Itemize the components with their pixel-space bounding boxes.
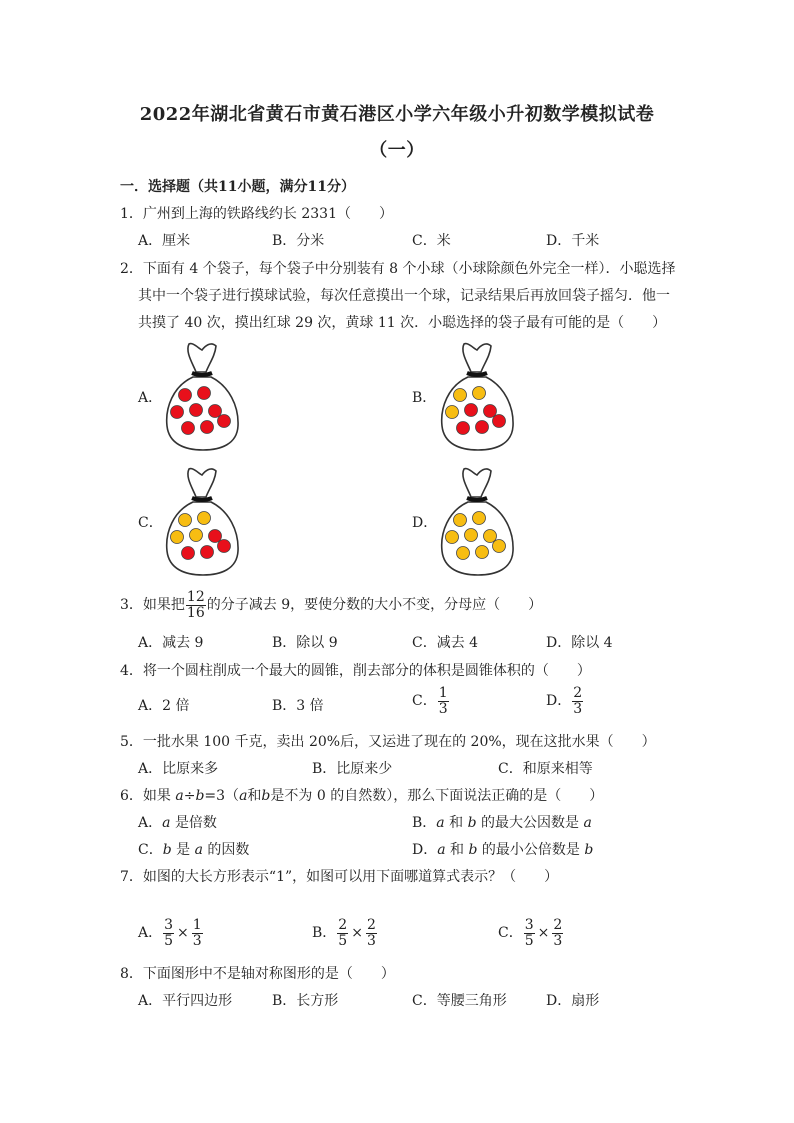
yellow-ball [190, 529, 203, 542]
q1-option-a[interactable]: A．厘米 [138, 233, 191, 249]
red-ball [457, 422, 470, 435]
q7-option-c[interactable]: C． $\frac{3}{5}$ × $\frac{2}{3}$ [498, 917, 563, 949]
q3-option-d[interactable]: D．除以 4 [546, 635, 613, 651]
question-2-line2: 其中一个袋子进行摸球试验，每次任意摸出一个球，记录结果后再放回袋子摇匀．他一 [138, 288, 670, 304]
red-ball [209, 530, 222, 543]
question-5: 5．一批水果 100 千克，卖出 20%后，又运进了现在的 20%，现在这批水果（ ） [120, 734, 656, 750]
q8-option-a[interactable]: A．平行四边形 [138, 993, 233, 1009]
q5-option-c[interactable]: C．和原来相等 [498, 761, 593, 777]
q1-option-b[interactable]: B．分米 [272, 233, 325, 249]
bag-c [163, 465, 241, 577]
question-2-line1: 2．下面有 4 个袋子，每个袋子中分别装有 8 个小球（小球除颜色外完全一样）．小聪选择 [120, 261, 676, 277]
bag-band [192, 373, 212, 375]
q3-fraction: $\frac{12}{16}$ [186, 589, 205, 621]
bag-tie [463, 344, 491, 372]
red-ball [198, 387, 211, 400]
bag-b [438, 340, 516, 452]
section-heading: 一．选择题（共11小题，满分11分） [120, 179, 355, 195]
q6-option-c[interactable]: C．b 是 a 的因数 [138, 842, 250, 858]
yellow-ball [446, 406, 459, 419]
bag-band [467, 498, 487, 500]
red-ball [201, 421, 214, 434]
yellow-ball [473, 387, 486, 400]
yellow-ball [476, 546, 489, 559]
bag-tie [188, 344, 216, 372]
red-ball [465, 404, 478, 417]
yellow-ball [484, 530, 497, 543]
question-2-line3: 共摸了 40 次，摸出红球 29 次，黄球 11 次．小聪选择的袋子最有可能的是（ ） [138, 315, 667, 331]
question-4: 4．将一个圆柱削成一个最大的圆锥，削去部分的体积是圆锥体积的（ ） [120, 663, 591, 679]
yellow-ball [446, 531, 459, 544]
bag-tie [188, 469, 216, 497]
q2-option-c[interactable]: C． [138, 515, 163, 531]
yellow-ball [179, 514, 192, 527]
red-ball [218, 415, 231, 428]
yellow-ball [454, 514, 467, 527]
q8-option-c[interactable]: C．等腰三角形 [412, 993, 507, 1009]
q5-option-b[interactable]: B．比原来少 [312, 761, 393, 777]
q3-option-c[interactable]: C．减去 4 [412, 635, 479, 651]
q4-option-b[interactable]: B．3 倍 [272, 698, 324, 714]
q6-option-a[interactable]: A．a 是倍数 [138, 815, 217, 831]
yellow-ball [171, 531, 184, 544]
q7-option-b[interactable]: B． $\frac{2}{5}$ × $\frac{2}{3}$ [312, 917, 376, 949]
red-ball [190, 404, 203, 417]
bag-d [438, 465, 516, 577]
bag-band [467, 373, 487, 375]
bag-band [192, 498, 212, 500]
red-ball [484, 405, 497, 418]
bag-tie [463, 469, 491, 497]
q4-option-a[interactable]: A．2 倍 [138, 698, 190, 714]
yellow-ball [465, 529, 478, 542]
q7-option-a[interactable]: A． $\frac{3}{5}$ × $\frac{1}{3}$ [138, 917, 202, 949]
q8-option-b[interactable]: B．长方形 [272, 993, 339, 1009]
page-title: 2022年湖北省黄石市黄石港区小学六年级小升初数学模拟试卷 [139, 104, 655, 125]
q1-option-c[interactable]: C．米 [412, 233, 451, 249]
q3-option-b[interactable]: B．除以 9 [272, 635, 338, 651]
q2-option-d[interactable]: D． [412, 515, 438, 531]
red-ball [218, 540, 231, 553]
question-3: 3．如果把 $\frac{12}{16}$ 的分子减去 9，要使分数的大小不变，分母应（ ） [120, 589, 543, 621]
yellow-ball [198, 512, 211, 525]
yellow-ball [454, 389, 467, 402]
q5-option-a[interactable]: A．比原来多 [138, 761, 219, 777]
q2-option-a[interactable]: A． [138, 390, 163, 406]
red-ball [182, 422, 195, 435]
red-ball [201, 546, 214, 559]
q4-option-d[interactable]: D． $\frac{2}{3}$ [546, 685, 583, 717]
q4-option-c[interactable]: C． $\frac{1}{3}$ [412, 685, 448, 717]
red-ball [209, 405, 222, 418]
q3-option-a[interactable]: A．减去 9 [138, 635, 204, 651]
question-8: 8．下面图形中不是轴对称图形的是（ ） [120, 966, 395, 982]
red-ball [171, 406, 184, 419]
red-ball [476, 421, 489, 434]
q6-option-d[interactable]: D．a 和 b 的最小公倍数是 b [412, 842, 594, 858]
question-7: 7．如图的大长方形表示“1”，如图可以用下面哪道算式表示？（ ） [120, 869, 559, 885]
red-ball [179, 389, 192, 402]
q6-option-b[interactable]: B．a 和 b 的最大公因数是 a [412, 815, 592, 831]
q2-option-b[interactable]: B． [412, 390, 437, 406]
red-ball [493, 415, 506, 428]
q8-option-d[interactable]: D．扇形 [546, 993, 600, 1009]
page-subtitle: （一） [369, 140, 425, 161]
question-6: 6．如果 a÷b=3（a和b是不为 0 的自然数），那么下面说法正确的是（ ） [120, 788, 604, 804]
yellow-ball [473, 512, 486, 525]
question-1: 1．广州到上海的铁路线约长 2331（ ） [120, 206, 393, 222]
red-ball [182, 547, 195, 560]
yellow-ball [493, 540, 506, 553]
yellow-ball [457, 547, 470, 560]
bag-a [163, 340, 241, 452]
q1-option-d[interactable]: D．千米 [546, 233, 600, 249]
